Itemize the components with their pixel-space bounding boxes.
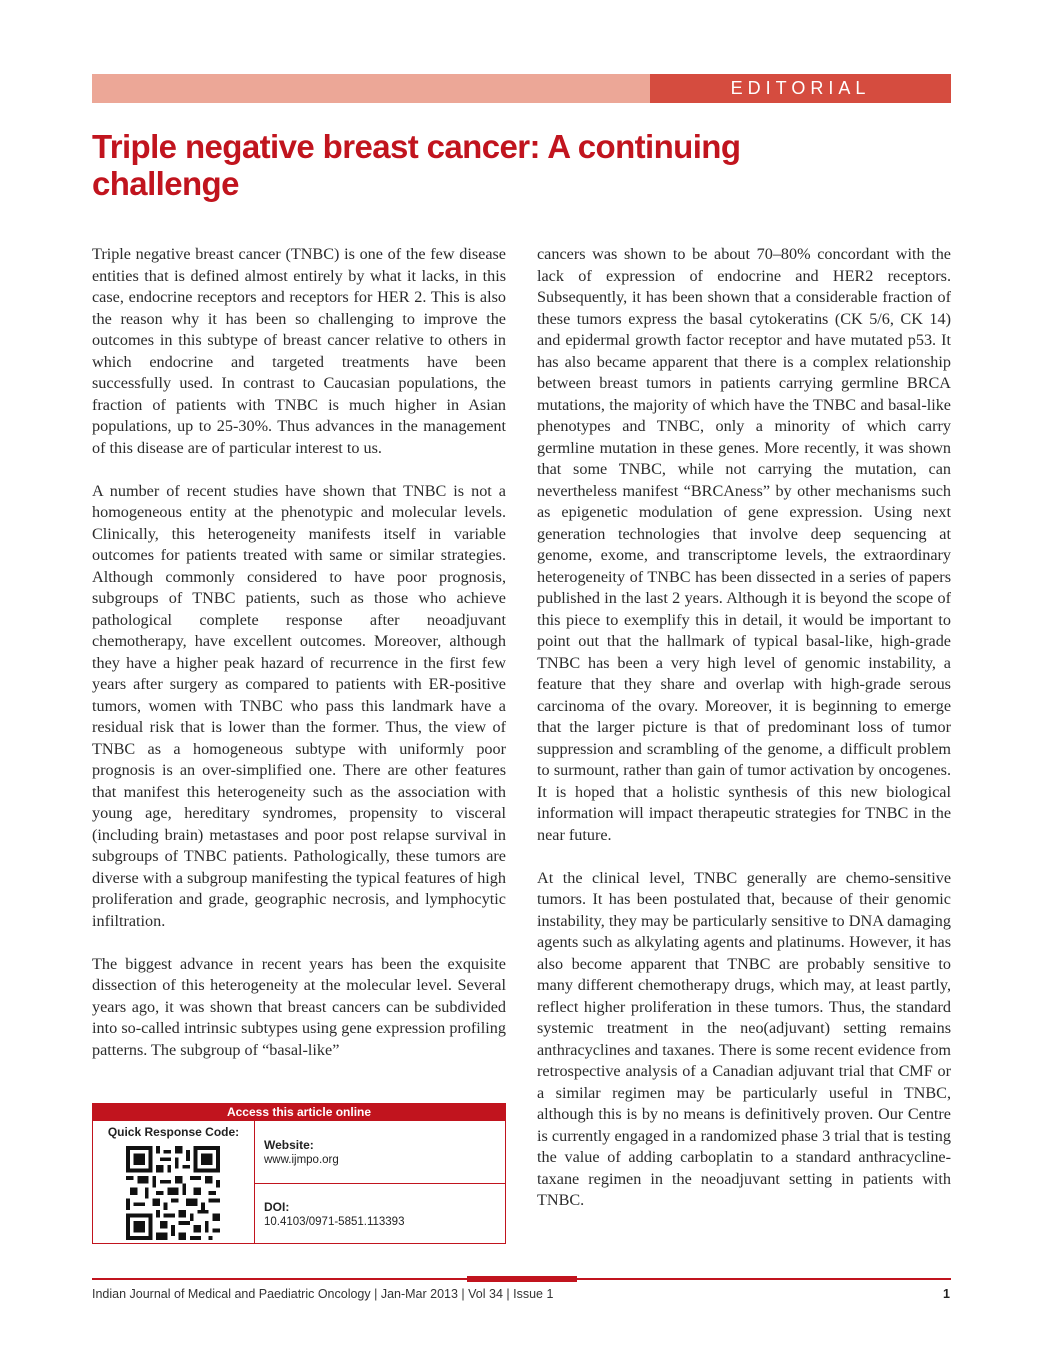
paragraph: Triple negative breast cancer (TNBC) is one of the few disease entities that is defined almost entirely by what it lacks, in this case, endocrine receptors and receptors for HER 2. This is also the reason why it has been so challenging to improve the outcomes in this subtype of breast cancer relative to others in which endocrine and targeted treatments have been successfully used. In contrast to Caucasian populations, the fraction of patients with TNBC is much higher in Asian populations, up to 25-30%. Thus advances in the management of this disease are of particular interest to us. (92, 245, 506, 457)
paragraph: At the clinical level, TNBC generally are chemo-sensitive tumors. It has been postulated that, because of their genomic instability, they may be particularly sensitive to DNA damaging agents such as alkylating agents and platinums. However, it has also become apparent that TNBC are probably sensitive to many different chemotherapy drugs, which may, at least partly, reflect higher proliferation in these tumors. Thus, the standard systemic treatment in the neo(adjuvant) setting remains anthracyclines and taxanes. There is some recent evidence from retrospective analysis of a Canadian adjuvant trial that CMF or a similar regimen may be particularly useful in TNBC, although this is by no means is definitively proven. Our Centre is currently engaged in a randomized phase 3 trial that is testing the value of adding carboplatin to a standard anthracycline-taxane regimen in the neoadjuvant setting in patients with TNBC. (537, 868, 951, 1209)
access-article-box (92, 1103, 506, 1244)
footer-divider-tab (467, 1276, 577, 1282)
right-column (537, 244, 951, 1233)
website-label: Website: (264, 1138, 314, 1152)
website-cell (254, 1121, 505, 1184)
banner-accent-bar (92, 74, 650, 103)
access-box-header: Access this article online (93, 1104, 505, 1121)
page-number: 1 (943, 1287, 950, 1301)
doi-label: DOI: (264, 1200, 290, 1214)
qr-cell (93, 1121, 255, 1243)
section-banner (92, 74, 951, 103)
section-label: EDITORIAL (650, 74, 951, 103)
qr-code-icon[interactable] (126, 1146, 220, 1240)
paragraph: cancers was shown to be about 70–80% concordant with the lack of expression of endocrine and HER2 receptors. Subsequently, it has been shown that a considerable fraction of these tumors express the basal cytokeratins (CK 5/6, CK 14) and epidermal growth factor receptor and have mutated p53. It has also became apparent that there is a complex relationship between breast tumors in patients carrying germline BRCA mutations, the majority of which have the TNBC and basal-like phenotypes and TNBC, only a minority of which carry germline mutation in these genes. More recently, it was shown that some TNBC, while not carrying the mutation, can nevertheless manifest “BRCAness” by other mechanisms such as epigenetic modulation of gene expression. Using next generation technologies that involve deep sequencing at genome, exome, and transcriptome levels, the extraordinary heterogeneity of TNBC has been dissected in a series of papers published in the last 2 years. Although it is beyond the scope of this piece to exemplify this in detail, it would be important to point out that the hallmark of typical basal-like, high-grade TNBC has been a very high level of genomic instability, a feature that they share and overlap with high-grade serous carcinoma of the ovary. Moreover, it is beginning to emerge that the larger picture is that of predominant loss of tumor suppression and scrambling of the genome, a difficult problem to surmount, rather than gain of tumor activation by oncogenes. It is hoped that a holistic synthesis of this new biological information will impact therapeutic strategies for TNBC in the near future. (537, 245, 951, 844)
left-column (92, 244, 506, 1083)
qr-label: Quick Response Code: (107, 1125, 240, 1139)
doi-link[interactable]: 10.4103/0971-5851.113393 (264, 1216, 405, 1228)
paragraph: A number of recent studies have shown that TNBC is not a homogeneous entity at the phenotypic and molecular levels. Clinically, this heterogeneity manifests itself in variable outcomes for patients treated with same or similar strategies. Although commonly considered to have poor prognosis, subgroups of TNBC patients, such as those who achieve pathological complete response after neoadjuvant chemotherapy, have excellent outcomes. Moreover, although they have a higher peak hazard of recurrence in the first few years after surgery as compared to patients with ER-positive tumors, women with TNBC who pass this landmark have a residual risk that is lower than the former. Thus, the view of TNBC as a homogeneous subtype with uniformly poor prognosis is an over-simplified one. There are other features that manifest this heterogeneity such as the association with young age, hereditary syndromes, propensity to visceral (including brain) metastases and poor post relapse survival in subgroups of TNBC patients. Pathologically, these tumors are diverse with a subgroup manifesting the typical features of high proliferation and grade, geographic necrosis, and lymphocytic infiltration. (92, 481, 506, 930)
article-title: Triple negative breast cancer: A continuing challenge (92, 128, 741, 202)
doi-cell (254, 1184, 505, 1243)
website-link[interactable]: www.ijmpo.org (264, 1154, 339, 1166)
paragraph: The biggest advance in recent years has been the exquisite dissection of this heterogeneity at the molecular level. Several years ago, it was shown that breast cancers can be subdivided into so-called intrinsic subtypes using gene expression profiling patterns. The subgroup of “basal-like” (92, 954, 506, 1059)
journal-citation: Indian Journal of Medical and Paediatric Oncology | Jan-Mar 2013 | Vol 34 | Issue 1 (92, 1287, 554, 1301)
